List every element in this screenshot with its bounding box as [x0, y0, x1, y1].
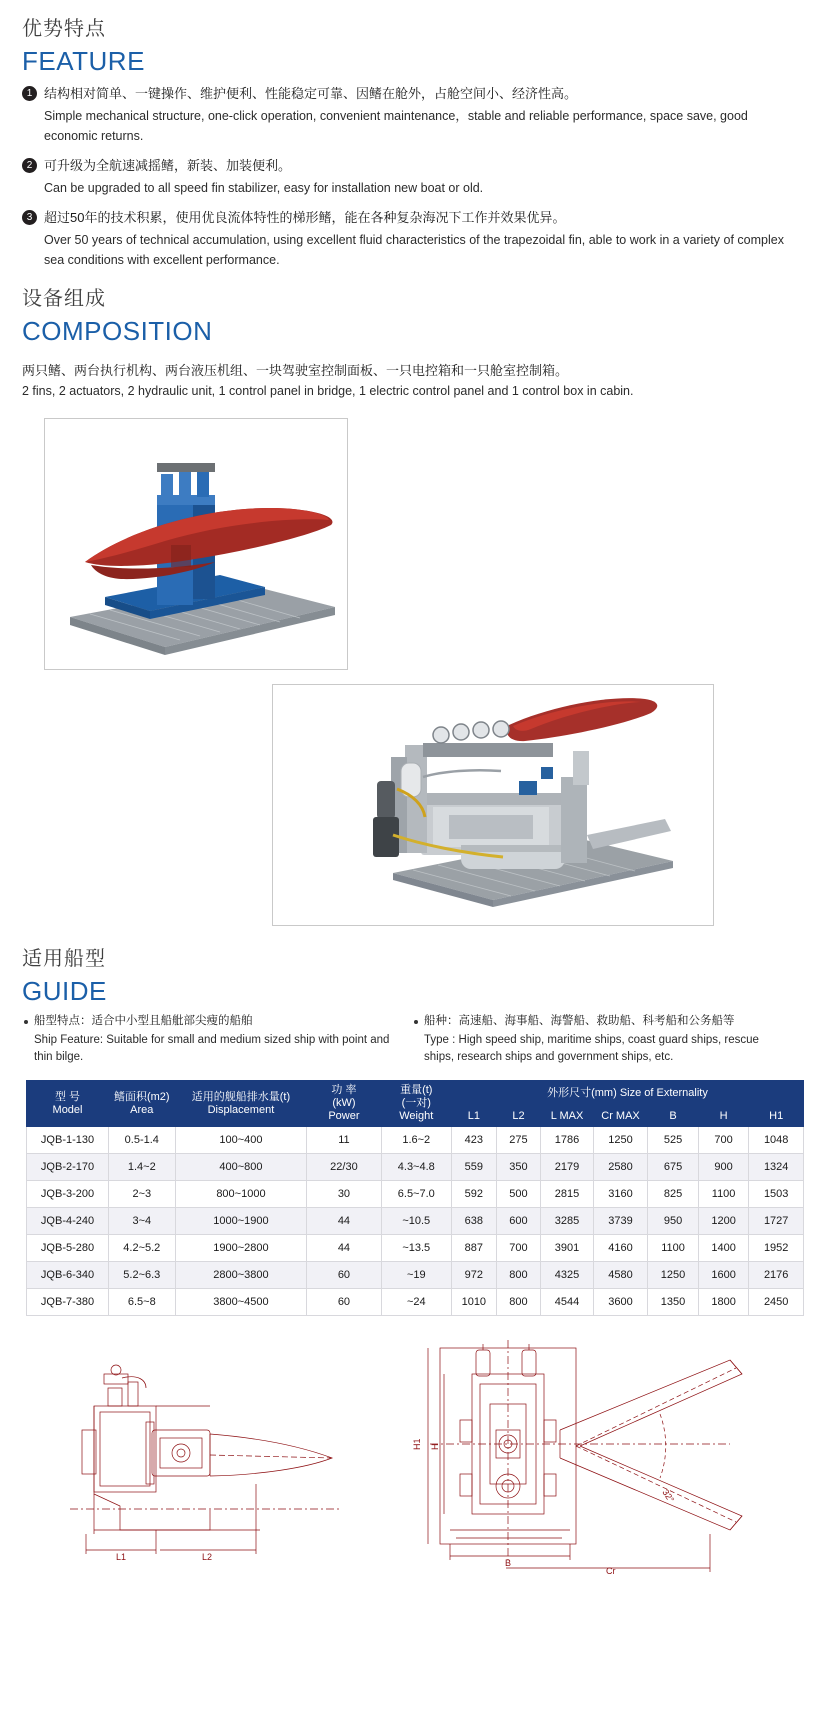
- cell-displacement: 3800~4500: [175, 1289, 307, 1316]
- cell-b: 825: [648, 1181, 699, 1208]
- technical-drawings: [0, 1334, 830, 1584]
- cell-power: 44: [307, 1235, 381, 1262]
- cell-lmax: 2179: [541, 1154, 594, 1181]
- hydraulic-photo-frame: [272, 684, 714, 926]
- cell-displacement: 100~400: [175, 1127, 307, 1154]
- table-row: [27, 1289, 804, 1316]
- specification-table: [26, 1080, 804, 1316]
- cell-weight: ~19: [381, 1262, 451, 1289]
- cell-l1: 423: [451, 1127, 496, 1154]
- cell-area: 6.5~8: [109, 1289, 176, 1316]
- fin-photo-frame: [44, 418, 348, 670]
- cell-displacement: 400~800: [175, 1154, 307, 1181]
- cell-crmax: 3600: [593, 1289, 647, 1316]
- bottom-spacer: [0, 1584, 830, 1604]
- cell-b: 525: [648, 1127, 699, 1154]
- dimension-label-l2: L2: [202, 1552, 213, 1562]
- dimension-label-h1: H1: [412, 1438, 422, 1450]
- feature-text-cn: 超过50年的技术积累，使用优良流体特性的梯形鳍，能在各种复杂海况下工作并效果优异。: [44, 210, 566, 225]
- cell-power: 60: [307, 1262, 381, 1289]
- cell-h: 900: [698, 1154, 749, 1181]
- table-row: [27, 1127, 804, 1154]
- guide-right-en: Type : High speed ship, maritime ships, coast guard ships, rescue ships, research ships and government ships, etc.: [424, 1034, 759, 1063]
- feature-item: [22, 156, 830, 198]
- cell-h1: 2450: [749, 1289, 804, 1316]
- cell-crmax: 4160: [593, 1235, 647, 1262]
- cell-h1: 2176: [749, 1262, 804, 1289]
- cell-h1: 1048: [749, 1127, 804, 1154]
- cell-crmax: 3160: [593, 1181, 647, 1208]
- th-displacement: 适用的舰船排水量(t) Displacement: [175, 1081, 307, 1127]
- th-area: 鳍面积(m2) Area: [109, 1081, 176, 1127]
- cell-model: JQB-7-380: [27, 1289, 109, 1316]
- dimension-label-angle: 32°: [660, 1487, 677, 1505]
- cell-weight: ~24: [381, 1289, 451, 1316]
- cell-area: 1.4~2: [109, 1154, 176, 1181]
- cell-model: JQB-5-280: [27, 1235, 109, 1262]
- composition-title-cn: 设备组成: [22, 288, 106, 310]
- cell-l2: 800: [496, 1289, 541, 1316]
- cell-power: 44: [307, 1208, 381, 1235]
- cell-b: 950: [648, 1208, 699, 1235]
- cell-h1: 1503: [749, 1181, 804, 1208]
- table-row: [27, 1262, 804, 1289]
- cell-displacement: 2800~3800: [175, 1262, 307, 1289]
- table-row: [27, 1235, 804, 1262]
- cell-area: 5.2~6.3: [109, 1262, 176, 1289]
- guide-left-en: Ship Feature: Suitable for small and medium sized ship with point and thin bilge.: [34, 1034, 390, 1063]
- cell-h1: 1324: [749, 1154, 804, 1181]
- cell-h: 700: [698, 1127, 749, 1154]
- fin-photo: [45, 419, 345, 667]
- cell-l1: 972: [451, 1262, 496, 1289]
- cell-model: JQB-3-200: [27, 1181, 109, 1208]
- feature-number-badge: 1: [22, 86, 37, 101]
- feature-text-en: Can be upgraded to all speed fin stabilizer, easy for installation new boat or old.: [44, 181, 484, 195]
- cell-weight: 4.3~4.8: [381, 1154, 451, 1181]
- cell-b: 1100: [648, 1235, 699, 1262]
- cell-h: 1400: [698, 1235, 749, 1262]
- composition-text-en: 2 fins, 2 actuators, 2 hydraulic unit, 1 control panel in bridge, 1 electric control panel and 1 control box in cabin.: [22, 384, 634, 398]
- feature-list: [22, 84, 830, 270]
- cell-l1: 559: [451, 1154, 496, 1181]
- guide-section-header: [22, 944, 830, 1006]
- cell-crmax: 2580: [593, 1154, 647, 1181]
- cell-h: 1600: [698, 1262, 749, 1289]
- cell-model: JQB-1-130: [27, 1127, 109, 1154]
- cell-crmax: 1250: [593, 1127, 647, 1154]
- cell-area: 0.5-1.4: [109, 1127, 176, 1154]
- composition-text-cn: 两只鳍、两台执行机构、两台液压机组、一块驾驶室控制面板、一只电控箱和一只舱室控制箱。: [22, 363, 569, 378]
- composition-section-header: [22, 284, 830, 346]
- cell-h1: 1952: [749, 1235, 804, 1262]
- table-row: [27, 1181, 804, 1208]
- feature-number-badge: 2: [22, 158, 37, 173]
- cell-b: 1350: [648, 1289, 699, 1316]
- cell-weight: 1.6~2: [381, 1127, 451, 1154]
- cell-l1: 592: [451, 1181, 496, 1208]
- cell-l2: 700: [496, 1235, 541, 1262]
- cell-lmax: 4544: [541, 1289, 594, 1316]
- th-weight: 重量(t) (一对) Weight: [381, 1081, 451, 1127]
- cell-b: 1250: [648, 1262, 699, 1289]
- th-l1: L1: [451, 1106, 496, 1126]
- th-dimensions-group: 外形尺寸(mm) Size of Externality: [451, 1081, 803, 1107]
- cell-h: 1100: [698, 1181, 749, 1208]
- cell-crmax: 3739: [593, 1208, 647, 1235]
- feature-title-en: FEATURE: [22, 46, 145, 76]
- feature-item: [22, 208, 830, 270]
- composition-title-en: COMPOSITION: [22, 316, 213, 346]
- feature-number-badge: 3: [22, 210, 37, 225]
- feature-text-en: Simple mechanical structure, one-click operation, convenient maintenance，stable and reliable performance, space save, good economic returns.: [44, 109, 748, 143]
- cell-h1: 1727: [749, 1208, 804, 1235]
- th-model: 型 号 Model: [27, 1081, 109, 1127]
- composition-body: [22, 360, 830, 402]
- cell-weight: ~10.5: [381, 1208, 451, 1235]
- th-h1: H1: [749, 1106, 804, 1126]
- table-row: [27, 1154, 804, 1181]
- th-b: B: [648, 1106, 699, 1126]
- cell-weight: ~13.5: [381, 1235, 451, 1262]
- bullet-dot-icon: [24, 1020, 28, 1024]
- guide-title-en: GUIDE: [22, 976, 107, 1006]
- table-header-row: [27, 1081, 804, 1107]
- cell-l1: 887: [451, 1235, 496, 1262]
- cell-displacement: 800~1000: [175, 1181, 307, 1208]
- cell-power: 30: [307, 1181, 381, 1208]
- cell-l1: 638: [451, 1208, 496, 1235]
- guide-right-cn: 船种：高速船、海事船、海警船、救助船、科考船和公务船等: [424, 1015, 735, 1027]
- cell-power: 60: [307, 1289, 381, 1316]
- front-view-drawing: [410, 1334, 770, 1574]
- cell-power: 22/30: [307, 1154, 381, 1181]
- dimension-label-l1: L1: [116, 1552, 127, 1562]
- dimension-label-b: B: [505, 1558, 512, 1568]
- cell-lmax: 3285: [541, 1208, 594, 1235]
- th-lmax: L MAX: [541, 1106, 594, 1126]
- th-power: 功 率 (kW) Power: [307, 1081, 381, 1127]
- cell-l2: 350: [496, 1154, 541, 1181]
- cell-h: 1200: [698, 1208, 749, 1235]
- cell-weight: 6.5~7.0: [381, 1181, 451, 1208]
- cell-lmax: 3901: [541, 1235, 594, 1262]
- cell-l2: 275: [496, 1127, 541, 1154]
- cell-displacement: 1000~1900: [175, 1208, 307, 1235]
- feature-title-cn: 优势特点: [22, 18, 106, 40]
- feature-text-cn: 可升级为全航速减摇鳍，新装、加装便利。: [44, 158, 292, 173]
- hydraulic-unit-photo: [273, 685, 711, 923]
- cell-l2: 600: [496, 1208, 541, 1235]
- guide-column-ship-feature: [22, 1012, 392, 1066]
- guide-left-cn: 船型特点：适合中小型且船舭部尖瘦的船舶: [34, 1015, 253, 1027]
- guide-column-ship-type: [412, 1012, 782, 1066]
- cell-area: 2~3: [109, 1181, 176, 1208]
- cell-model: JQB-6-340: [27, 1262, 109, 1289]
- cell-h: 1800: [698, 1289, 749, 1316]
- cell-power: 11: [307, 1127, 381, 1154]
- cell-b: 675: [648, 1154, 699, 1181]
- feature-section-header: [22, 0, 830, 76]
- guide-title-cn: 适用船型: [22, 948, 106, 970]
- cell-lmax: 2815: [541, 1181, 594, 1208]
- feature-text-cn: 结构相对简单、一键操作、维护便利、性能稳定可靠、因鳍在舱外，占舱空间小、经济性高。: [44, 86, 578, 101]
- th-l2: L2: [496, 1106, 541, 1126]
- table-body: [27, 1127, 804, 1316]
- cell-area: 3~4: [109, 1208, 176, 1235]
- cell-model: JQB-2-170: [27, 1154, 109, 1181]
- cell-l1: 1010: [451, 1289, 496, 1316]
- guide-columns: [22, 1012, 830, 1066]
- bullet-dot-icon: [414, 1020, 418, 1024]
- cell-l2: 800: [496, 1262, 541, 1289]
- dimension-label-h: H: [430, 1443, 440, 1450]
- th-crmax: Cr MAX: [593, 1106, 647, 1126]
- dimension-label-cr: Cr: [606, 1566, 616, 1574]
- side-view-drawing: [60, 1334, 360, 1564]
- th-h: H: [698, 1106, 749, 1126]
- table-row: [27, 1208, 804, 1235]
- cell-lmax: 4325: [541, 1262, 594, 1289]
- cell-displacement: 1900~2800: [175, 1235, 307, 1262]
- cell-model: JQB-4-240: [27, 1208, 109, 1235]
- cell-lmax: 1786: [541, 1127, 594, 1154]
- cell-area: 4.2~5.2: [109, 1235, 176, 1262]
- feature-item: [22, 84, 830, 146]
- cell-l2: 500: [496, 1181, 541, 1208]
- feature-text-en: Over 50 years of technical accumulation, using excellent fluid characteristics of the trapezoidal fin, able to work in a variety of complex sea conditions with excellent performance.: [44, 233, 784, 267]
- cell-crmax: 4580: [593, 1262, 647, 1289]
